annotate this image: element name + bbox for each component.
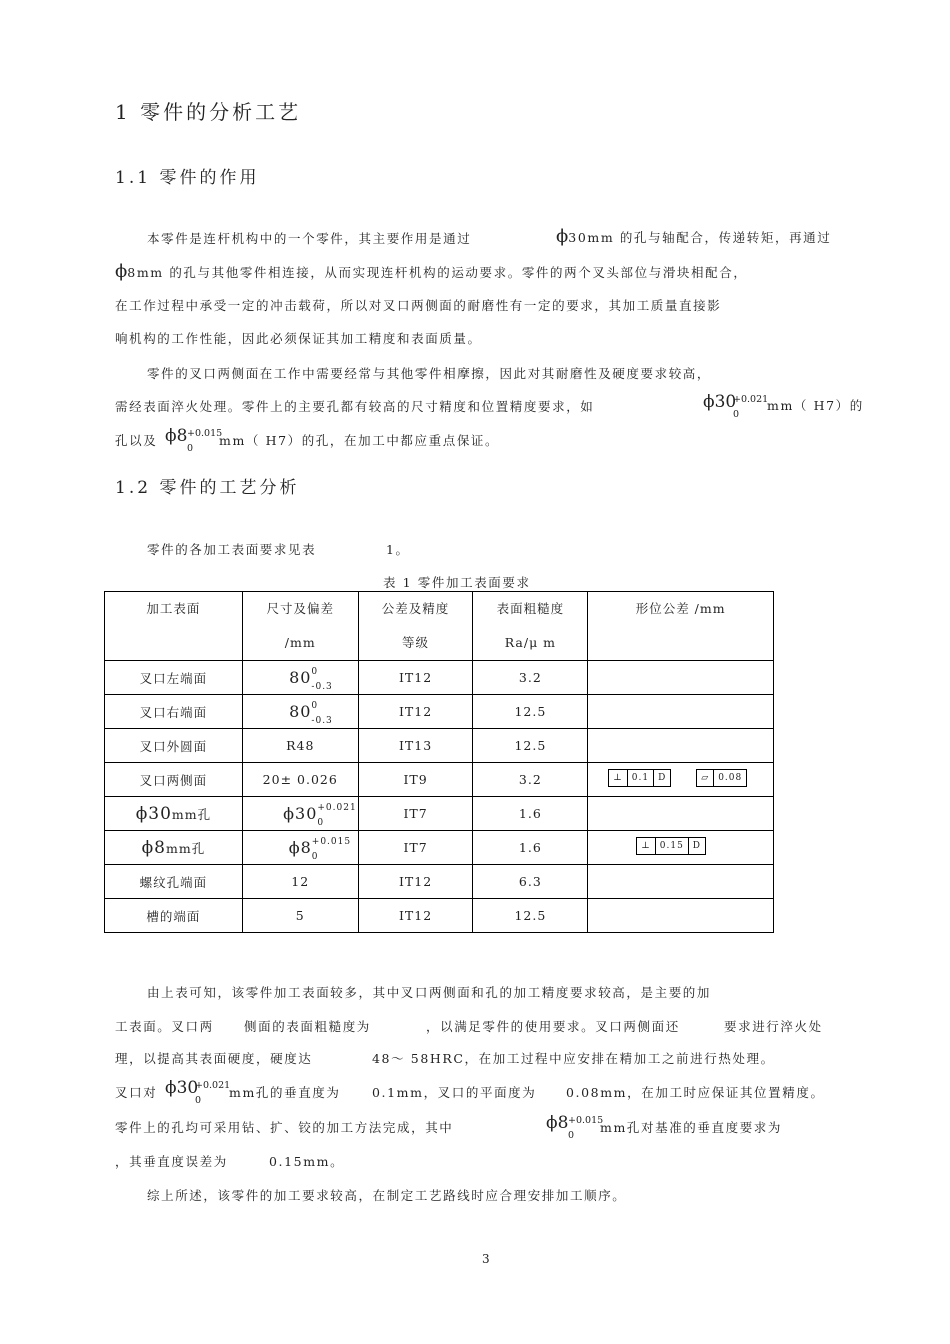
table-header-row <box>105 592 774 661</box>
cell-surface: 叉口左端面 <box>105 661 243 695</box>
cell-tolerance <box>588 831 774 865</box>
phi30-tail: mm（ H7）的 <box>767 398 864 413</box>
phi-symbol: ϕ <box>556 226 569 247</box>
cell-grade: IT9 <box>358 763 473 797</box>
upper-deviation: +0.021 <box>733 394 769 405</box>
table-row <box>105 661 774 695</box>
chapter-heading: 1 零件的分析工艺 <box>115 100 302 124</box>
table-row <box>105 695 774 729</box>
cell-tolerance <box>588 763 774 797</box>
cell-roughness: 1.6 <box>473 797 588 831</box>
para2-line3a: 孔以及 <box>115 433 158 448</box>
para3-line3a: 理，以提高其表面硬度，硬度达 <box>115 1051 313 1066</box>
upper-deviation: +0.015 <box>187 428 223 439</box>
surface-requirements-table <box>104 591 774 933</box>
cell-surface: 螺纹孔端面 <box>105 865 243 899</box>
page-number: 3 <box>482 1252 490 1266</box>
para1-line1-tail <box>556 226 831 247</box>
cell-tolerance <box>588 865 774 899</box>
phi8-dim: ϕ8 <box>165 426 188 446</box>
cell-grade: IT12 <box>358 695 473 729</box>
cell-surface: ϕ30mm孔 <box>105 797 243 831</box>
cell-roughness: 3.2 <box>473 661 588 695</box>
para1-line1-text: 30mm 的孔与轴配合，传递转矩，再通过 <box>568 230 832 245</box>
perpendicularity-icon: ⊥ <box>637 838 655 854</box>
para3-line6b: 0.15mm。 <box>269 1154 345 1169</box>
para3-line4c: 0.1mm，叉口的平面度为 <box>372 1085 537 1100</box>
cell-dimension: 80 0 -0.3 <box>242 695 358 729</box>
section-heading-1-1: 1.1 零件的作用 <box>115 168 260 188</box>
cell-dimension: ϕ8 +0.015 0 <box>242 831 358 865</box>
cell-surface: 叉口右端面 <box>105 695 243 729</box>
cell-roughness: 12.5 <box>473 899 588 933</box>
table-caption: 表 1 零件加工表面要求 <box>383 575 531 590</box>
table-row <box>105 763 774 797</box>
cell-tolerance <box>588 797 774 831</box>
para3-line6a: ，其垂直度误差为 <box>115 1154 228 1169</box>
cell-dimension: 12 <box>242 865 358 899</box>
flatness-icon: ▱ <box>697 770 714 786</box>
tolerance-value: 0.08 <box>718 773 743 783</box>
upper-deviation: +0.015 <box>568 1115 604 1126</box>
table-row <box>105 729 774 763</box>
cell-dimension: 5 <box>242 899 358 933</box>
cell-tolerance <box>588 695 774 729</box>
para3-line2b: 侧面的表面粗糙度为 <box>244 1019 371 1034</box>
phi30-tolerance-2 <box>165 1078 345 1108</box>
para3-line2a: 工表面。叉口两 <box>115 1019 214 1034</box>
para3-line3b: 48～ 58HRC，在加工过程中应安排在精加工之前进行热处理。 <box>372 1051 775 1066</box>
table-row <box>105 899 774 933</box>
tolerance-value: 0.1 <box>628 770 654 786</box>
para1-line2-text: 8mm 的孔与其他零件相连接，从而实现连杆机构的运动要求。零件的两个叉头部位与滑块相配合， <box>127 265 748 280</box>
datum-letter: D <box>692 841 702 851</box>
para3-line4d: 0.08mm，在加工时应保证其位置精度。 <box>566 1085 825 1100</box>
cell-surface: 槽的端面 <box>105 899 243 933</box>
perpendicularity-icon: ⊥ <box>609 770 627 786</box>
para2-line1: 零件的叉口两侧面在工作中需要经常与其他零件相摩擦，因此对其耐磨性及硬度要求较高， <box>147 366 712 381</box>
phi30-dim: ϕ30 <box>165 1078 199 1098</box>
cell-grade: IT7 <box>358 797 473 831</box>
table-row <box>105 865 774 899</box>
header-geometric-tolerance: 形位公差 /mm <box>588 592 774 661</box>
cell-grade: IT12 <box>358 899 473 933</box>
para1-line1: 本零件是连杆机构中的一个零件，其主要作用是通过 <box>147 231 472 246</box>
header-dimension: 尺寸及偏差 /mm <box>242 592 358 661</box>
lower-deviation: 0 <box>733 409 740 420</box>
cell-roughness: 12.5 <box>473 695 588 729</box>
cell-tolerance <box>588 729 774 763</box>
section-heading-1-2: 1.2 零件的工艺分析 <box>115 478 300 498</box>
phi8-tolerance <box>165 426 500 456</box>
para3-line5: 零件上的孔均可采用钻、扩、铰的加工方法完成，其中 <box>115 1120 454 1135</box>
cell-surface: ϕ8mm孔 <box>105 831 243 865</box>
table-intro: 零件的各加工表面要求见表 <box>147 542 317 557</box>
table-intro-ref: 1。 <box>386 542 410 557</box>
cell-dimension: ϕ30 +0.021 0 <box>242 797 358 831</box>
lower-deviation: 0 <box>568 1130 575 1141</box>
para2-line3b: mm（ H7）的孔，在加工中都应重点保证。 <box>219 433 500 448</box>
phi-symbol: ϕ <box>115 261 128 282</box>
cell-roughness: 12.5 <box>473 729 588 763</box>
para2-line2: 需经表面淬火处理。零件上的主要孔都有较高的尺寸精度和位置精度要求，如 <box>115 399 595 414</box>
perpendicularity-frame <box>608 769 671 787</box>
datum-letter: D <box>658 773 667 783</box>
lower-deviation: 0 <box>195 1095 202 1106</box>
cell-tolerance <box>588 899 774 933</box>
para3-line4a: 叉口对 <box>115 1085 158 1100</box>
para3-line7: 综上所述，该零件的加工要求较高，在制定工艺路线时应合理安排加工顺序。 <box>147 1188 627 1203</box>
header-roughness: 表面粗糙度 Ra/μ m <box>473 592 588 661</box>
cell-dimension: 80 0 -0.3 <box>242 661 358 695</box>
cell-roughness: 6.3 <box>473 865 588 899</box>
table-row <box>105 797 774 831</box>
cell-dimension: 20± 0.026 <box>242 763 358 797</box>
cell-grade: IT13 <box>358 729 473 763</box>
cell-dimension: R48 <box>242 729 358 763</box>
flatness-frame <box>696 769 747 787</box>
cell-roughness: 3.2 <box>473 763 588 797</box>
header-grade: 公差及精度 等级 <box>358 592 473 661</box>
phi30-dim: ϕ30 <box>703 392 737 412</box>
upper-deviation: +0.021 <box>195 1080 231 1091</box>
table-row <box>105 831 774 865</box>
header-surface: 加工表面 <box>105 592 243 661</box>
para1-line3: 在工作过程中承受一定的冲击载荷，所以对叉口两侧面的耐磨性有一定的要求，其加工质量直接影 <box>115 298 722 313</box>
cell-roughness: 1.6 <box>473 831 588 865</box>
para3-line5b: mm孔对基准的垂直度要求为 <box>600 1120 783 1135</box>
tolerance-value: 0.15 <box>656 838 689 854</box>
cell-surface: 叉口外圆面 <box>105 729 243 763</box>
cell-grade: IT12 <box>358 865 473 899</box>
para3-line2c: ，以满足零件的使用要求。叉口两侧面还 <box>426 1019 680 1034</box>
phi8-dim: ϕ8 <box>546 1113 569 1133</box>
para3-line2d: 要求进行淬火处 <box>724 1019 823 1034</box>
para3-line4b: mm孔的垂直度为 <box>229 1085 341 1100</box>
para1-line2 <box>115 261 747 282</box>
para3-line1: 由上表可知，该零件加工表面较多，其中叉口两侧面和孔的加工精度要求较高，是主要的加 <box>147 985 712 1000</box>
cell-tolerance <box>588 661 774 695</box>
lower-deviation: 0 <box>187 443 194 454</box>
perpendicularity-frame <box>636 837 706 855</box>
cell-surface: 叉口两侧面 <box>105 763 243 797</box>
para1-line4: 响机构的工作性能，因此必须保证其加工精度和表面质量。 <box>115 331 482 346</box>
cell-grade: IT7 <box>358 831 473 865</box>
phi30-tolerance <box>703 392 864 422</box>
phi8-tolerance-2 <box>546 1113 783 1143</box>
cell-grade: IT12 <box>358 661 473 695</box>
